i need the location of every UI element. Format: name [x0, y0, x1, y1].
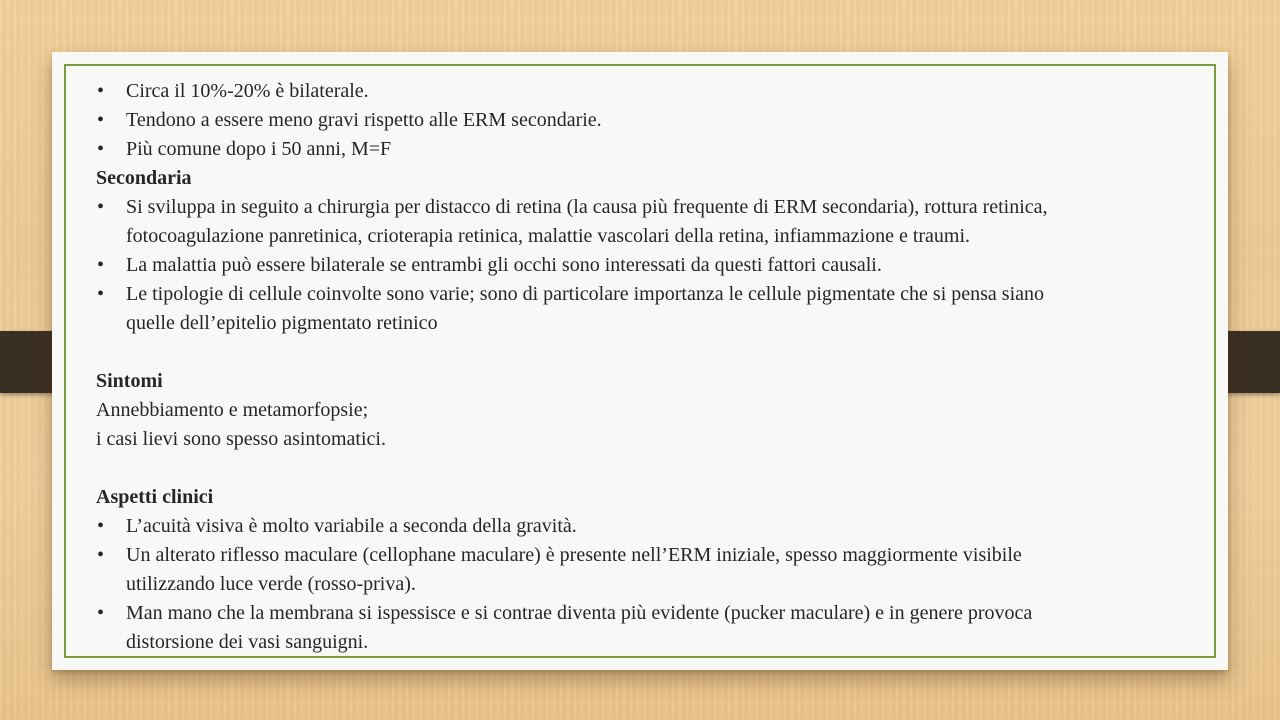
- sintomi-heading: Sintomi: [96, 370, 163, 392]
- bullet-marker: •: [97, 109, 105, 131]
- aspetti-bullet-3-line-2: distorsione dei vasi sanguigni.: [126, 631, 369, 653]
- bullet-marker: •: [97, 602, 105, 624]
- bullet-marker: •: [97, 80, 105, 102]
- secondaria-bullet-3-line-1: Le tipologie di cellule coinvolte sono varie; sono di particolare importanza le cellule pigmentate che si pensa siano: [126, 283, 1045, 305]
- secondaria-bullet-2: [96, 251, 1206, 280]
- secondaria-bullet-1-line-1: Si sviluppa in seguito a chirurgia per distacco di retina (la causa più frequente di ERM secondaria), rottura retinica,: [126, 196, 1048, 218]
- intro-bullet-2-text: Tendono a essere meno gravi rispetto alle ERM secondarie.: [126, 109, 602, 131]
- bullet-marker: •: [97, 283, 105, 305]
- slide-content: [96, 77, 1206, 657]
- aspetti-bullet-2: [96, 541, 1206, 570]
- intro-bullet-2: [96, 106, 1206, 135]
- aspetti-bullet-1-line-1: L’acuità visiva è molto variabile a seconda della gravità.: [126, 515, 577, 537]
- secondaria-bullet-3: [96, 280, 1206, 309]
- aspetti-clinici-heading: Aspetti clinici: [96, 486, 214, 508]
- slide-card: [52, 52, 1228, 670]
- sintomi-line-1: Annebbiamento e metamorfopsie;: [96, 399, 369, 421]
- secondaria-bullet-3-line-2: quelle dell’epitelio pigmentato retinico: [126, 312, 438, 334]
- bullet-marker: •: [97, 544, 105, 566]
- section-spacer: [96, 338, 1206, 367]
- aspetti-bullet-2-line-2: utilizzando luce verde (rosso-priva).: [126, 573, 416, 595]
- bullet-marker: •: [97, 515, 105, 537]
- secondaria-bullet-1-line-2: fotocoagulazione panretinica, crioterapia retinica, malattie vascolari della retina, infiammazione e traumi.: [126, 225, 971, 247]
- section-spacer: [96, 454, 1206, 483]
- aspetti-bullet-2-line-1: Un alterato riflesso maculare (cellophane maculare) è presente nell’ERM iniziale, spesso maggiormente visibile: [126, 544, 1022, 566]
- intro-bullet-3-text: Più comune dopo i 50 anni, M=F: [126, 138, 392, 160]
- secondaria-bullet-1: [96, 193, 1206, 222]
- bullet-marker: •: [97, 254, 105, 276]
- secondaria-heading: Secondaria: [96, 167, 192, 189]
- aspetti-bullet-1: [96, 512, 1206, 541]
- aspetti-bullet-3-line-1: Man mano che la membrana si ispessisce e si contrae diventa più evidente (pucker maculare) e in genere provoca: [126, 602, 1033, 624]
- sintomi-line-2: i casi lievi sono spesso asintomatici.: [96, 428, 386, 450]
- bullet-marker: •: [97, 138, 105, 160]
- intro-bullet-1-text: Circa il 10%-20% è bilaterale.: [126, 80, 369, 102]
- bullet-marker: •: [97, 196, 105, 218]
- intro-bullet-3: [96, 135, 1206, 164]
- secondaria-bullet-2-line-1: La malattia può essere bilaterale se entrambi gli occhi sono interessati da questi fattori causali.: [126, 254, 882, 276]
- intro-bullet-1: [96, 77, 1206, 106]
- aspetti-bullet-3: [96, 599, 1206, 628]
